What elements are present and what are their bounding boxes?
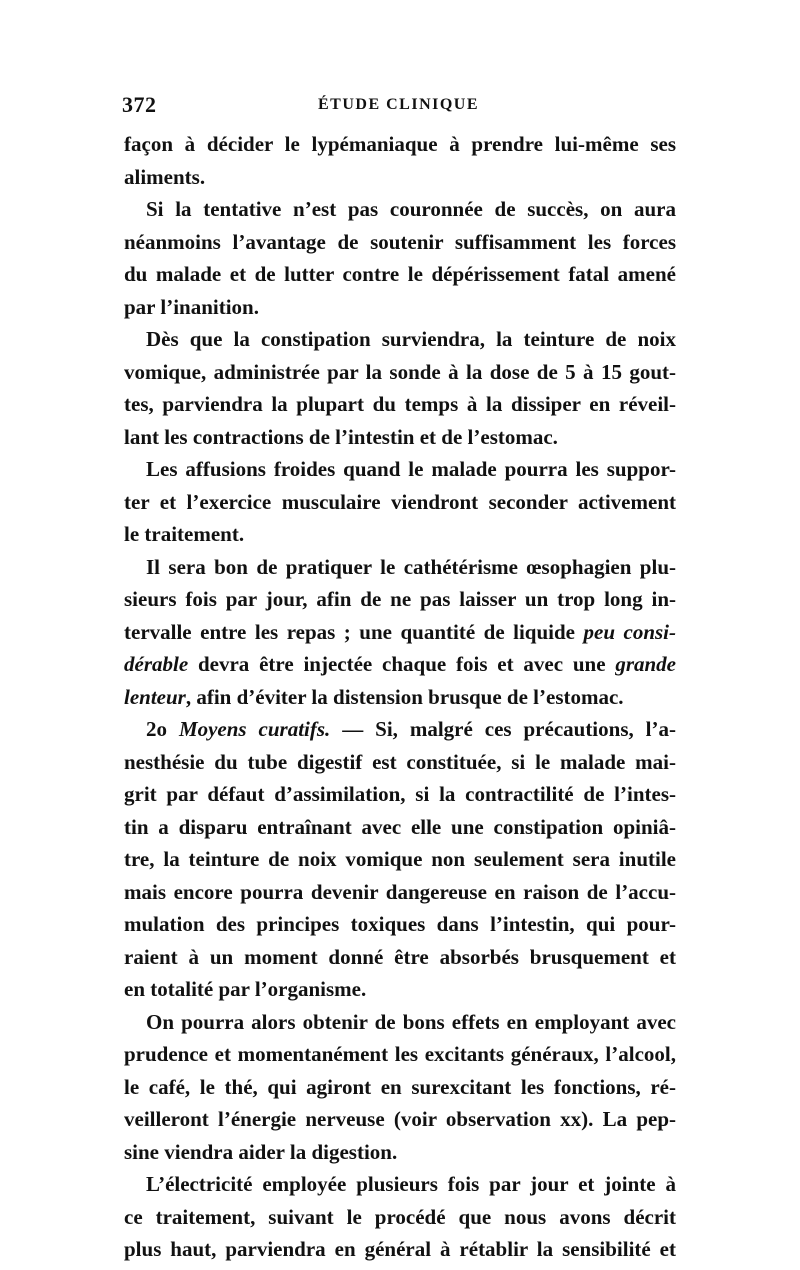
text-line: tre, la teinture de noix vomique non seulement sera inutile xyxy=(124,847,676,871)
text-line: lenteur, afin d’éviter la distension brusque de l’estomac. xyxy=(124,684,624,709)
text-line: vomique, administrée par la sonde à la dose de 5 à 15 gout- xyxy=(124,359,676,384)
text-line: Les affusions froides quand le malade pourra les suppor- xyxy=(146,457,676,481)
text-line: plus haut, parviendra en général à rétablir la sensibilité et xyxy=(124,1237,676,1261)
text-line: prudence et momentanément les excitants généraux, l’alcool, xyxy=(124,1042,676,1066)
text-line: tin a disparu entraînant avec elle une constipation opiniâ- xyxy=(124,814,676,839)
text-line: du malade et de lutter contre le dépérissement fatal amené xyxy=(124,262,676,286)
text-line: sine viendra aider la digestion. xyxy=(124,1139,398,1164)
body-text xyxy=(124,128,676,1266)
text-line: L’électricité employée plusieurs fois par jour et jointe à xyxy=(146,1172,676,1196)
text-line: dérable devra être injectée chaque fois et avec une grande xyxy=(124,652,676,676)
text-line: Si la tentative n’est pas couronnée de succès, on aura xyxy=(146,197,676,221)
text-line: sieurs fois par jour, afin de ne pas laisser un trop long in- xyxy=(124,587,676,611)
text-line: le café, le thé, qui agiront en surexcitant les fonctions, ré- xyxy=(124,1074,676,1099)
text-line: lant les contractions de l’intestin et de l’estomac. xyxy=(124,424,558,449)
text-line: en totalité par l’organisme. xyxy=(124,977,367,1001)
text-line: par l’inanition. xyxy=(124,294,259,319)
text-line: Dès que la constipation surviendra, la teinture de noix xyxy=(146,327,676,351)
text-line: 2o Moyens curatifs. — Si, malgré ces précautions, l’a- xyxy=(146,717,676,741)
text-line: raient à un moment donné être absorbés brusquement et xyxy=(124,944,676,969)
page-number: 372 xyxy=(122,92,157,117)
running-title: ÉTUDE CLINIQUE xyxy=(318,96,480,113)
text-line: mulation des principes toxiques dans l’intestin, qui pour- xyxy=(124,912,676,936)
text-line: grit par défaut d’assimilation, si la contractilité de l’intes- xyxy=(124,782,676,806)
text-line: On pourra alors obtenir de bons effets en employant avec xyxy=(146,1009,676,1034)
text-line: ter et l’exercice musculaire viendront seconder activement xyxy=(124,489,676,514)
text-line: ce traitement, suivant le procédé que nous avons décrit xyxy=(124,1204,676,1229)
text-line: aliments. xyxy=(124,164,206,189)
text-line: Il sera bon de pratiquer le cathétérisme œsophagien plu- xyxy=(146,554,676,579)
text-line: néanmoins l’avantage de soutenir suffisamment les forces xyxy=(124,229,676,254)
text-line: nesthésie du tube digestif est constituée, si le malade mai- xyxy=(124,749,676,774)
text-line: mais encore pourra devenir dangereuse en raison de l’accu- xyxy=(124,879,676,904)
running-head xyxy=(122,92,682,122)
text-line: veilleront l’énergie nerveuse (voir observation xx). La pep- xyxy=(124,1107,676,1131)
text-line: tervalle entre les repas ; une quantité de liquide peu consi- xyxy=(124,619,676,644)
text-line: tes, parviendra la plupart du temps à la dissiper en réveil- xyxy=(124,392,676,416)
text-line: façon à décider le lypémaniaque à prendre lui-même ses xyxy=(124,132,676,156)
text-line: le traitement. xyxy=(124,522,245,546)
